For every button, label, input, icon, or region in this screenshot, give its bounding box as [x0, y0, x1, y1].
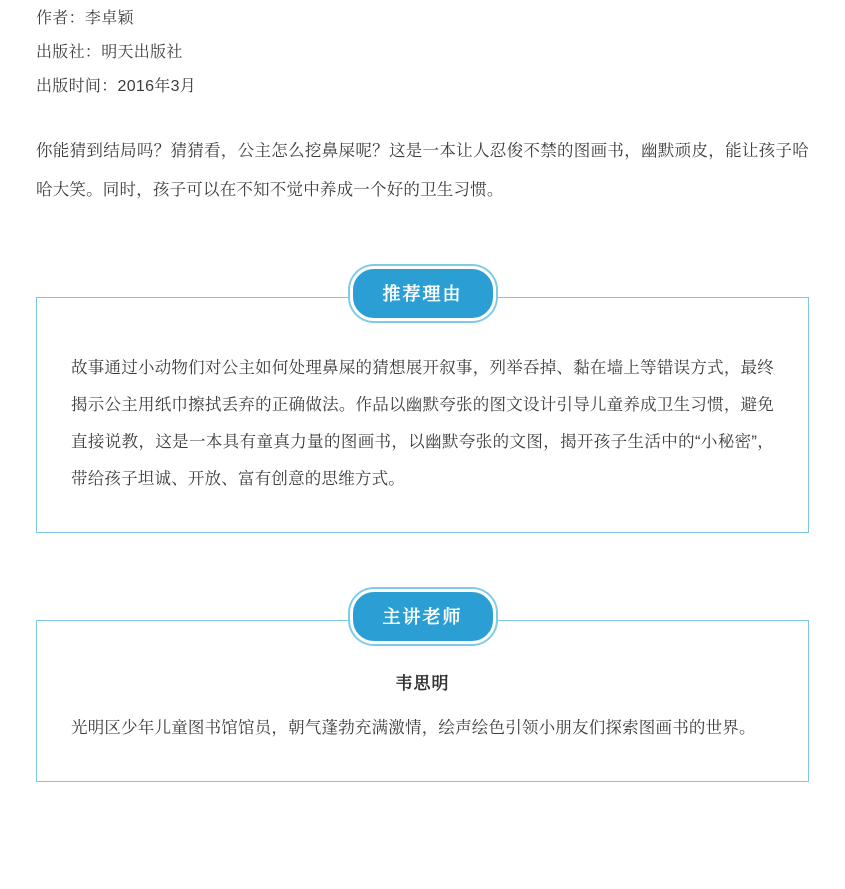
- book-metadata: [36, 0, 809, 104]
- recommendation-text: 故事通过小动物们对公主如何处理鼻屎的猜想展开叙事，列举吞掉、黏在墙上等错误方式，最终揭示公主用纸巾擦拭丢弃的正确做法。作品以幽默夸张的图文设计引导儿童养成卫生习惯，避免直接说教，这是一本具有童真力量的图画书，以幽默夸张的文图，揭开孩子生活中的“小秘密”，带给孩子坦诚、开放、富有创意的思维方式。: [71, 359, 774, 488]
- section-card-teacher: [36, 620, 809, 782]
- section-teacher: [36, 589, 809, 782]
- meta-author: 作者：李卓颖: [36, 10, 134, 27]
- section-header-recommendation: [36, 266, 809, 321]
- section-header-teacher: [36, 589, 809, 644]
- book-introduction: 你能猜到结局吗？猜猜看，公主怎么挖鼻屎呢？这是一本让人忍俊不禁的图画书，幽默顽皮，能让孩子哈哈大笑。同时，孩子可以在不知不觉中养成一个好的卫生习惯。: [36, 142, 809, 199]
- section-title-badge-recommendation: 推荐理由: [350, 266, 496, 321]
- section-card-recommendation: [36, 297, 809, 533]
- section-title-badge-teacher: 主讲老师: [350, 589, 496, 644]
- teacher-name: 韦思明: [395, 674, 450, 693]
- meta-publisher: 出版社：明天出版社: [36, 44, 183, 61]
- meta-publish-date: 出版时间：2016年3月: [36, 78, 197, 95]
- teacher-bio-text: 光明区少年儿童图书馆馆员，朝气蓬勃充满激情，绘声绘色引领小朋友们探索图画书的世界。: [71, 719, 756, 737]
- section-recommendation: [36, 266, 809, 533]
